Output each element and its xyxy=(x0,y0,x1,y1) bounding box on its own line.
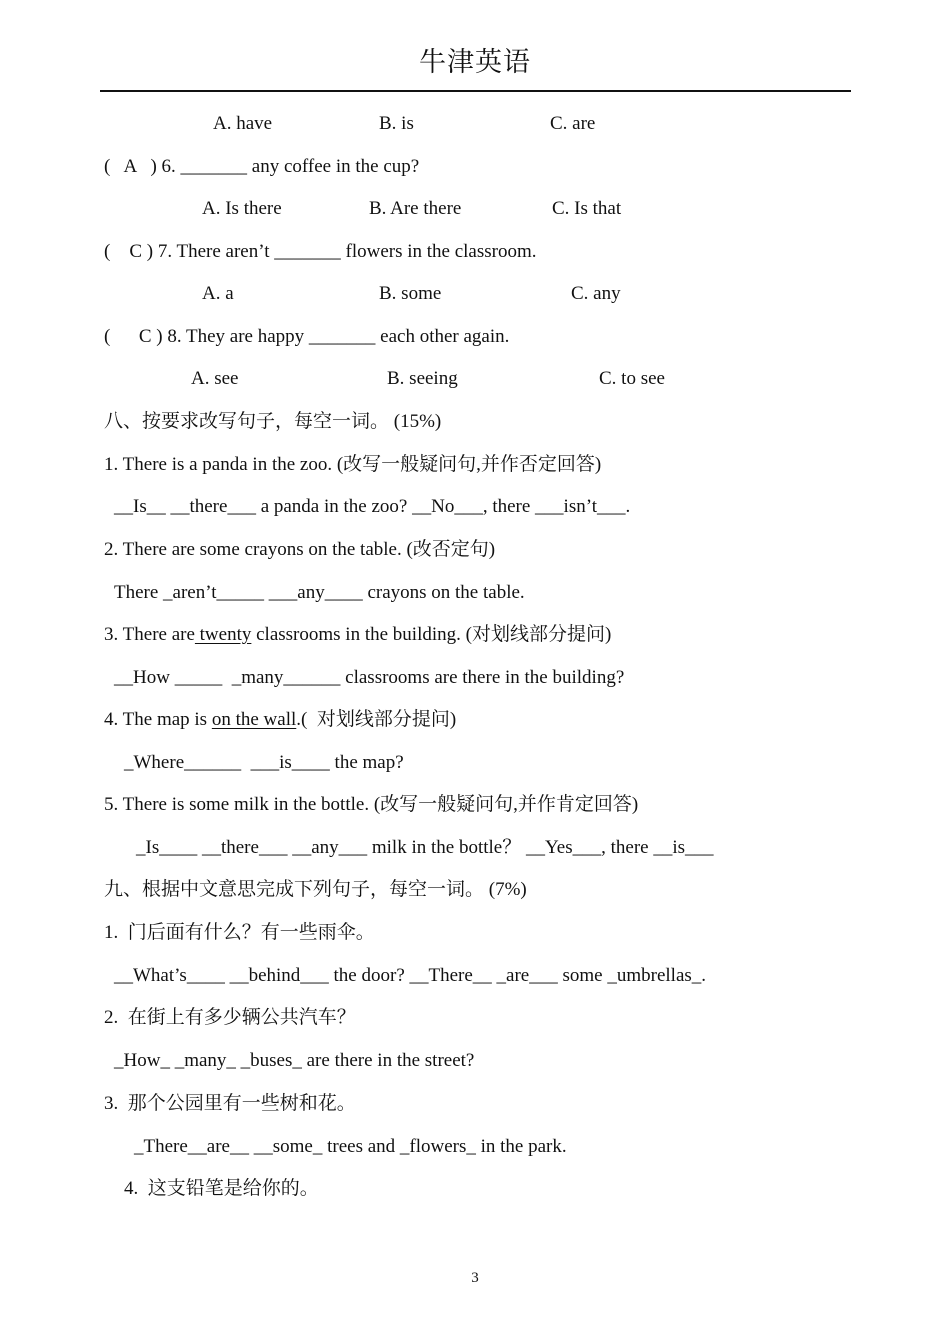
q7-option-a: A. a xyxy=(202,283,234,304)
s8-item4-answer: _Where______ ___is____ the map? xyxy=(124,752,404,773)
q7-question: ( C ) 7. There aren’t _______ flowers in the classroom. xyxy=(104,241,537,262)
page-header-title: 牛津英语 xyxy=(419,47,531,78)
s8-item2-prompt: 2. There are some crayons on the table. (改否定句) xyxy=(104,539,496,560)
q6-option-c: C. Is that xyxy=(552,198,622,219)
section8-heading: 八、按要求改写句子，每空一词。 (15%) xyxy=(104,411,442,432)
q6-option-a: A. Is there xyxy=(202,198,282,219)
q8-option-b: B. seeing xyxy=(387,368,458,389)
s8-item4-prompt-post: .( 对划线部分提问) xyxy=(296,709,457,730)
q8-question: ( C ) 8. They are happy _______ each other again. xyxy=(104,326,510,347)
s8-item3-answer: __How _____ _many______ classrooms are there in the building? xyxy=(114,667,625,688)
section9-heading: 九、根据中文意思完成下列句子，每空一词。 (7%) xyxy=(104,879,527,900)
q7-option-b: B. some xyxy=(379,283,442,304)
s9-item4-prompt: 4. 这支铅笔是给你的。 xyxy=(124,1178,319,1199)
header-rule xyxy=(100,90,851,92)
q6-option-b: B. Are there xyxy=(369,198,462,219)
s8-item1-answer: __Is__ __there___ a panda in the zoo? __No___, there ___isn’t___. xyxy=(114,496,631,517)
q5-option-a: A. have xyxy=(213,113,273,134)
s8-item3-prompt-post: classrooms in the building. (对划线部分提问) xyxy=(251,624,612,645)
q7-option-c: C. any xyxy=(571,283,621,304)
q5-option-b: B. is xyxy=(379,113,414,134)
s8-item2-answer: There _aren’t_____ ___any____ crayons on the table. xyxy=(114,582,525,603)
s8-item5-answer: _Is____ __there___ __any___ milk in the bottle？ __Yes___, there __is___ xyxy=(136,837,714,858)
s8-item4-prompt xyxy=(104,708,456,732)
s9-item2-answer: _How_ _many_ _buses_ are there in the street? xyxy=(114,1050,475,1071)
s9-item2-prompt: 2. 在街上有多少辆公共汽车？ xyxy=(104,1007,356,1028)
s9-item1-answer: __What’s____ __behind___ the door? __There__ _are___ some _umbrellas_. xyxy=(114,965,707,986)
q8-option-a: A. see xyxy=(191,368,239,389)
q5-option-c: C. are xyxy=(550,113,596,134)
s8-item3-prompt xyxy=(104,623,611,647)
s9-item3-prompt: 3. 那个公园里有一些树和花。 xyxy=(104,1093,356,1114)
s8-item3-prompt-pre: 3. There are xyxy=(104,624,195,645)
s8-item1-prompt: 1. There is a panda in the zoo. (改写一般疑问句,并作否定回答) xyxy=(104,454,602,475)
s8-item4-underlined: on the wall xyxy=(211,709,297,730)
q6-question: ( A ) 6. _______ any coffee in the cup? xyxy=(104,156,420,177)
q8-option-c: C. to see xyxy=(599,368,665,389)
s8-item5-prompt: 5. There is some milk in the bottle. (改写一般疑问句,并作肯定回答) xyxy=(104,794,639,815)
s8-item3-underlined: twenty xyxy=(194,624,252,645)
s9-item3-answer: _There__are__ __some_ trees and _flowers_ in the park. xyxy=(134,1136,567,1157)
s8-item4-prompt-pre: 4. The map is xyxy=(104,709,212,730)
s9-item1-prompt: 1. 门后面有什么？有一些雨伞。 xyxy=(104,922,375,943)
page-number: 3 xyxy=(471,1270,479,1286)
